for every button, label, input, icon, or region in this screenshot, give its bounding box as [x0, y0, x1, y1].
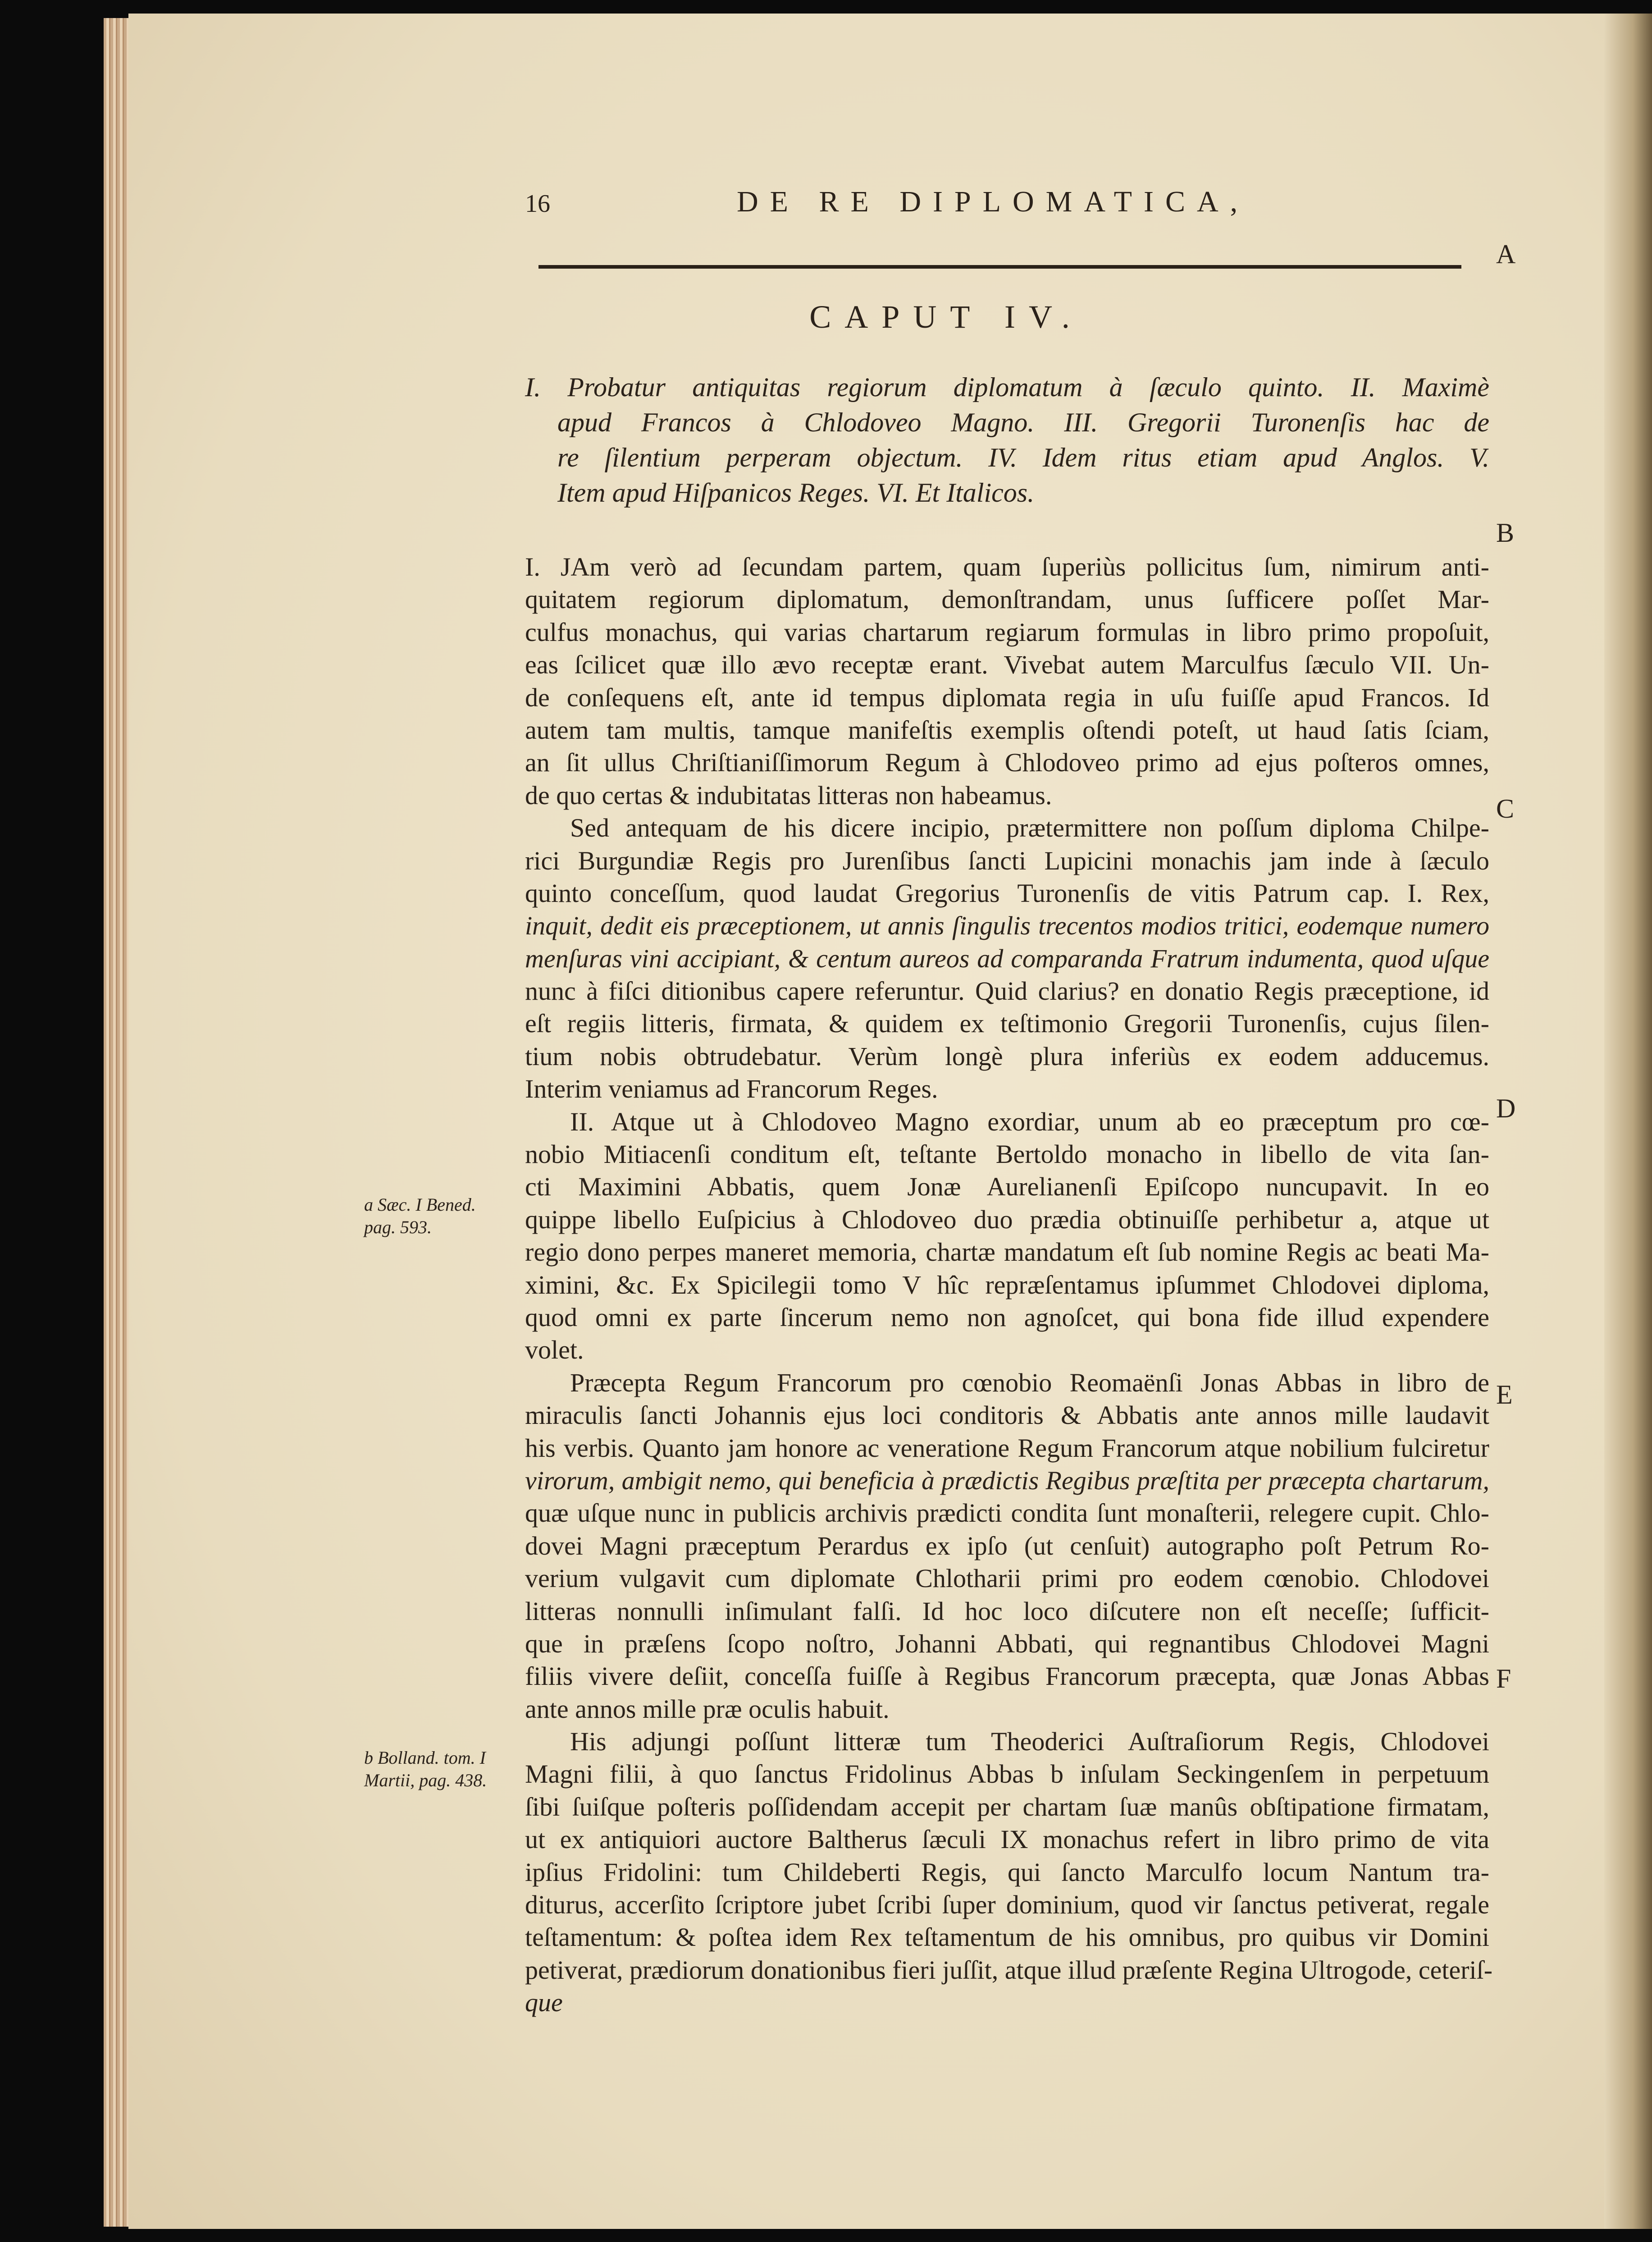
running-head — [525, 185, 1489, 225]
text-line: diturus, accerſito ſcriptore jubet ſcribi ſuper dominium, quod vir ſanctus petiverat, regale — [525, 1890, 1489, 1920]
text-line: miraculis ſancti Johannis ejus loci conditoris & Abbatis ante annos mille laudavit — [525, 1400, 1489, 1430]
chapter-title: CAPUT IV. — [809, 299, 1083, 335]
margin-letter-d: D — [1496, 1094, 1516, 1123]
text-line: virorum, ambigit nemo, qui beneficia à prædictis Regibus præſtita per præcepta chartarum, — [525, 1465, 1489, 1495]
text-line: de conſequens eſt, ante id tempus diplomata regia in uſu fuiſſe apud Francos. Id — [525, 682, 1489, 712]
summary-line: apud Francos à Chlodoveo Magno. III. Gregorii Turonenſis hac de — [557, 407, 1489, 437]
book-gutter — [1604, 14, 1652, 2229]
header-rule — [538, 265, 1461, 269]
text-line: eſt regiis litteris, firmata, & quidem ex teſtimonio Gregorii Turonenſis, cujus ſilen- — [525, 1009, 1489, 1039]
text-line: menſuras vini accipiant, & centum aureos ad comparanda Fratrum indumenta, quod uſque — [525, 943, 1489, 973]
text-line: culfus monachus, qui varias chartarum regiarum formulas in libro primo propoſuit, — [525, 617, 1489, 647]
marginal-note-line: a Sæc. I Bened. — [364, 1194, 476, 1215]
text-line: autem tam multis, tamque manifeſtis exemplis oſtendi poteſt, ut haud ſatis ſciam, — [525, 715, 1489, 745]
text-line: dovei Magni præceptum Perardus ex ipſo (ut cenſuit) autographo poſt Petrum Ro- — [525, 1531, 1489, 1560]
text-line: his verbis. Quanto jam honore ac veneratione Regum Francorum atque nobilium fulciretur — [525, 1433, 1489, 1463]
summary-line: Item apud Hiſpanicos Reges. VI. Et Italicos. — [557, 478, 1035, 508]
text-line: inquit, dedit eis præceptionem, ut annis ſingulis trecentos modios tritici, eodemque numero — [525, 911, 1489, 941]
book-page-edges — [104, 18, 131, 2227]
text-line: Sed antequam de his dicere incipio, prætermittere non poſſum diploma Chilpe- — [570, 813, 1489, 843]
page-number: 16 — [525, 190, 550, 218]
text-line: quitatem regiorum diplomatum, demonſtrandam, unus ſufficere poſſet Mar- — [525, 585, 1489, 614]
summary-line: I. Probatur antiquitas regiorum diplomatum à ſæculo quinto. II. Maximè — [525, 372, 1489, 402]
text-line: II. Atque ut à Chlodoveo Magno exordiar, unum ab eo præceptum pro cœ- — [570, 1107, 1489, 1136]
text-line: rici Burgundiæ Regis pro Jurenſibus ſancti Lupicini monachis jam inde à ſæculo — [525, 846, 1489, 875]
text-line: cti Maximini Abbatis, quem Jonæ Aurelianenſi Epiſcopo nuncupavit. In eo — [525, 1172, 1489, 1202]
marginal-note-line: b Bolland. tom. I — [364, 1748, 486, 1768]
marginal-note-line: pag. 593. — [364, 1217, 432, 1237]
margin-letter-c: C — [1496, 794, 1515, 824]
text-line: que in præſens ſcopo noſtro, Johanni Abbati, qui regnantibus Chlodovei Magni — [525, 1629, 1489, 1658]
text-line: volet. — [525, 1335, 584, 1365]
text-line: ante annos mille præ oculis habuit. — [525, 1694, 890, 1724]
text-line: Præcepta Regum Francorum pro cœnobio Reomaënſi Jonas Abbas in libro de — [570, 1368, 1489, 1397]
text-line: filiis vivere deſiit, conceſſa fuiſſe à Regibus Francorum præcepta, quæ Jonas Abbas — [525, 1661, 1489, 1691]
text-line: nobio Mitiacenſi conditum eſt, teſtante Bertoldo monacho in libello de vita ſan- — [525, 1139, 1489, 1169]
margin-letter-f: F — [1496, 1664, 1511, 1693]
text-line: verium vulgavit cum diplomate Chlotharii primi pro eodem cœnobio. Chlodovei — [525, 1564, 1489, 1593]
body-text — [525, 551, 1493, 2019]
text-line: quippe libello Euſpicius à Chlodoveo duo prædia obtinuiſſe perhibetur a, atque ut — [525, 1204, 1489, 1234]
text-line: an ſit ullus Chriſtianiſſimorum Regum à Chlodoveo primo ad ejus poſteros omnes, — [525, 748, 1489, 778]
text-line: ſibi ſuiſque poſteris poſſidendam accepit per chartam ſuæ manûs obſtipatione firmatam, — [525, 1792, 1489, 1821]
text-line: litteras nonnulli inſimulant falſi. Id hoc loco diſcutere non eſt neceſſe; ſufficit- — [525, 1596, 1489, 1626]
text-line: nunc à fiſci ditionibus capere referuntur. Quid clarius? en donatio Regis præceptione, id — [525, 976, 1489, 1006]
text-line: ipſius Fridolini: tum Childeberti Regis, qui ſancto Marculfo locum Nantum tra- — [525, 1857, 1489, 1887]
text-line: His adjungi poſſunt litteræ tum Theoderici Auſtraſiorum Regis, Chlodovei — [570, 1727, 1489, 1757]
summary-line: re ſilentium perperam objectum. IV. Idem ritus etiam apud Anglos. V. — [557, 443, 1489, 472]
chapter-summary — [525, 370, 1489, 510]
marginal-note-b — [364, 1747, 487, 1792]
text-line: regio dono perpes maneret memoria, chartæ mandatum eſt ſub nomine Regis ac beati Ma- — [525, 1237, 1489, 1267]
text-line: Interim veniamus ad Francorum Reges. — [525, 1074, 938, 1104]
marginal-note-a — [364, 1194, 476, 1239]
text-line: ximini, &c. Ex Spicilegii tomo V hîc repræſentamus ipſummet Chlodovei diploma, — [525, 1270, 1489, 1299]
marginal-note-line: Martii, pag. 438. — [364, 1770, 487, 1790]
text-line: quinto conceſſum, quod laudat Gregorius Turonenſis de vitis Patrum cap. I. Rex, — [525, 878, 1489, 908]
margin-letter-b: B — [1496, 518, 1515, 548]
margin-letter-e: E — [1496, 1380, 1513, 1409]
text-line: eas ſcilicet quæ illo ævo receptæ erant. Vivebat autem Marculfus ſæculo VII. Un- — [525, 650, 1489, 680]
text-line: petiverat, prædiorum donationibus fieri juſſit, atque illud præſente Regina Ultrogode, ceteriſ- — [525, 1955, 1493, 1985]
margin-letter-a: A — [1496, 239, 1516, 269]
text-line: ut ex antiquiori auctore Baltherus ſæculi IX monachus refert in libro primo de vita — [525, 1825, 1489, 1854]
text-line: I. JAm verò ad ſecundam partem, quam ſuperiùs pollicitus ſum, nimirum anti- — [525, 552, 1489, 581]
catchword: que — [525, 1988, 563, 2018]
text-line: quod omni ex parte ſincerum nemo non agnoſcet, qui bona fide illud expendere — [525, 1302, 1489, 1332]
running-title: DE RE DIPLOMATICA, — [737, 185, 1250, 218]
text-line: tium nobis obtrudebatur. Verùm longè plura inferiùs ex eodem adducemus. — [525, 1041, 1489, 1071]
text-line: quæ uſque nunc in publicis archivis prædicti condita ſunt monaſterii, relegere cupit. Chlo- — [525, 1498, 1489, 1528]
text-line: de quo certas & indubitatas litteras non habeamus. — [525, 780, 1052, 810]
text-line: Magni filii, à quo ſanctus Fridolinus Abbas b inſulam Seckingenſem in perpetuum — [525, 1759, 1489, 1789]
text-line: teſtamentum: & poſtea idem Rex teſtamentum de his omnibus, pro quibus vir Domini — [525, 1922, 1489, 1952]
